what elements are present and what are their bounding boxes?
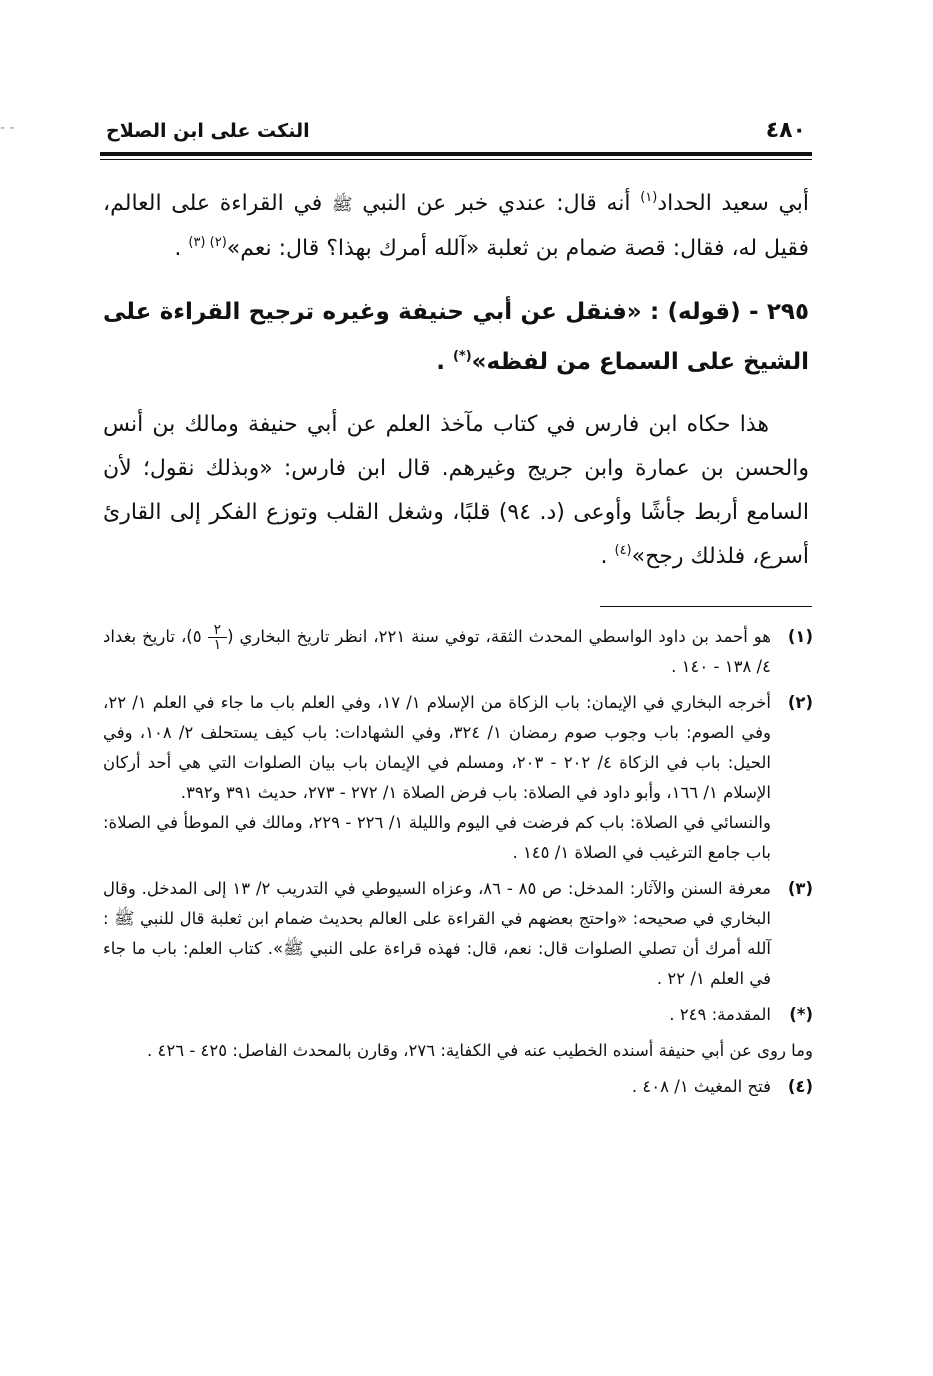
footnote-3: (٣) معرفة السنن والآثار: المدخل: ص ٨٥ - ٨٦، وعزاه السيوطي في التدريب ٢/ ١٣ إلى المدخل. وقال البخاري في صحيحه: «واحتج بعضهم في القراءة على العالم بحديث ضمام ابن ثعلبة قال للنبي ﷺ : آلله أمرك أن تصلي الصلوات قال: نعم، قال: فهذه قراءة على النبي ﷺ». كتاب العلم: باب ما جاء في العلم ١/ ٢٢ . [103, 874, 813, 994]
footnote-ref-1: (١) [640, 190, 658, 205]
salutation-glyph: ﷺ [114, 909, 135, 929]
paragraph-1: أبي سعيد الحداد$^{(١)}$ أنه قال: عندي خبر عن النبي ﷺ في القراءة على العالم، فقيل له، فقال: قصة ضمام بن ثعلبة «آلله أمرك بهذا؟ قال: نعم»$^{(٢) (٣)}$ . [103, 190, 810, 261]
running-title: النكت على ابن الصلاح [106, 120, 310, 142]
footnote-star: (*) المقدمة: ٢٤٩ . [103, 1000, 813, 1030]
footnote-ref-star: (*) [452, 349, 472, 364]
footnote-marker: (*) [789, 1005, 813, 1024]
footnote-ref-4: (٤) [614, 543, 632, 558]
paragraph-2: هذا حكاه ابن فارس في كتاب مآخذ العلم عن أبي حنيفة ومالك بن أنس والحسن بن عمارة وابن جريج وغيرهم. قال ابن فارس: «وبذلك نقول؛ لأن السامع أربط جأشًا وأوعى (د. ٩٤) قلبًا، وشغل القلب وتوزع الفكر إلى القارئ أسرع، فلذلك رجح»$^{(٤)}$ . [103, 412, 809, 569]
footnote-marker: (٤) [787, 1077, 813, 1096]
footnote-2-continuation: والنسائي في الصلاة: باب كم فرضت في اليوم والليلة ١/ ٢٢٦ - ٢٢٩، ومالك في الموطأ في الصلاة: باب جامع الترغيب في الصلاة ١/ ١٤٥ . [103, 813, 771, 862]
volume-fraction: $\frac{٢}{١}$ [208, 623, 228, 652]
corner-mark: - - [0, 120, 15, 136]
footnote-marker: (٣) [787, 879, 813, 898]
page-number: ٤٨٠ [765, 118, 806, 143]
footnote-1: (١) هو أحمد بن داود الواسطي المحدث الثقة، توفي سنة ٢٢١، انظر تاريخ البخاري ( $\frac{٢}{١}$ ٥)، تاريخ بغداد ٤/ ١٣٨ - ١٤٠ . [103, 622, 813, 676]
footnote-marker: (٢) [787, 693, 813, 712]
footnote-ref-2-3: (٢) (٣) [188, 235, 227, 250]
salutation-glyph: ﷺ [283, 939, 304, 959]
main-text [103, 182, 809, 579]
page-header [100, 118, 812, 150]
footnote-4: (٤) فتح المغيث ١/ ٤٠٨ . [103, 1072, 813, 1102]
footnotes [103, 622, 813, 1108]
footnote-marker: (١) [787, 627, 813, 646]
header-rule-thin [100, 159, 812, 160]
footnote-star-continuation: وما روى عن أبي حنيفة أسنده الخطيب عنه في الكفاية: ٢٧٦، وقارن بالمحدث الفاصل: ٤٢٥ - ٤٢٦ . [147, 1041, 813, 1060]
footnote-2: (٢) أخرجه البخاري في الإيمان: باب الزكاة من الإسلام ١/ ١٧، وفي العلم باب ما جاء في العلم ١/ ٢٢، وفي الصوم: باب وجوب صوم رمضان ١/ ٣٢٤، وفي الشهادات: باب كيف يستحلف ٢/ ١٠٨، وفي الحيل: باب في الزكاة ٤/ ٢٠٢ - ٢٠٣، ومسلم في الإيمان باب بيان الصلوات التي هي أحد أركان الإسلام ١/ ١٦٦، وأبو داود في الصلاة: باب فرض الصلاة ١/ ٢٧٢ - ٢٧٣، حديث ٣٩١ و٣٩٢. والنسائي في الصلاة: باب كم فرضت في اليوم والليلة ١/ ٢٢٦ - ٢٢٩، ومالك في الموطأ في الصلاة: باب جامع الترغيب في الصلاة ١/ ١٤٥ . [103, 688, 813, 868]
footnote-separator [600, 606, 812, 607]
header-rule-thick [100, 152, 812, 156]
salutation-glyph: ﷺ [332, 195, 353, 215]
section-heading-295: ٢٩٥ - (قوله) : «فنقل عن أبي حنيفة وغيره ترجيح القراءة على الشيخ على السماع من لفظه»(*) . [103, 299, 809, 375]
